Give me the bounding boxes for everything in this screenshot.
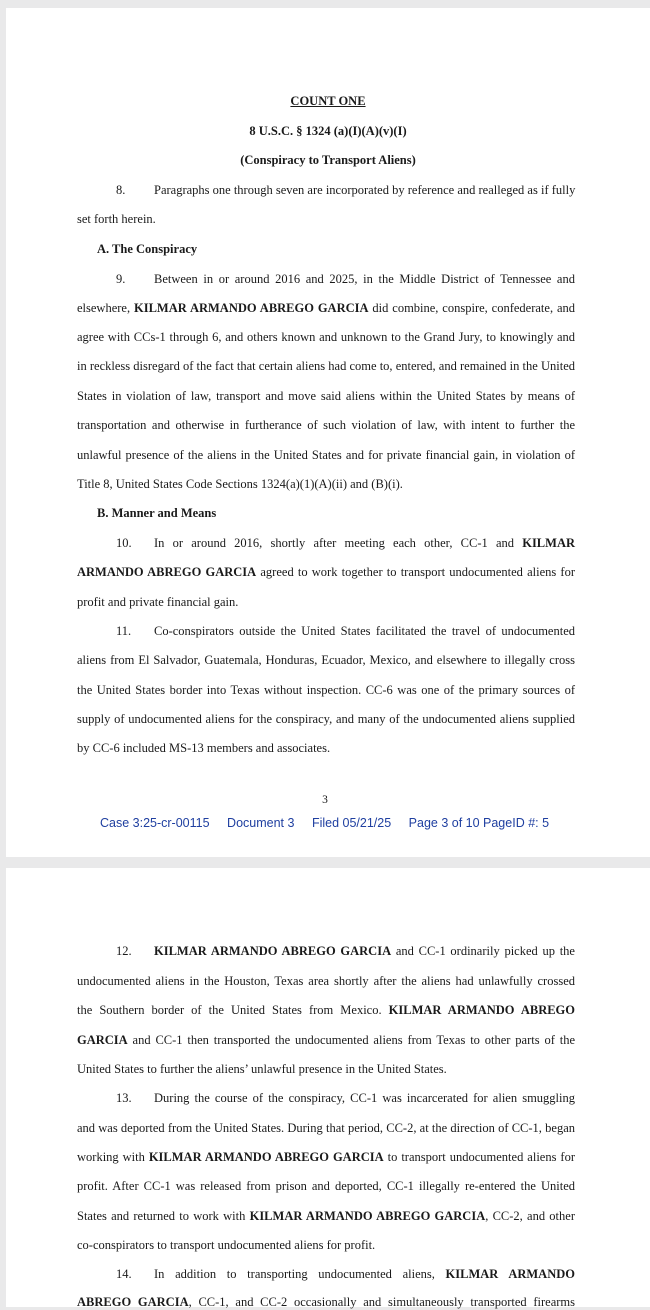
statute-citation: 8 U.S.C. § 1324 (a)(I)(A)(v)(I) <box>249 124 407 138</box>
paragraph-9-line-4: in reckless disregard of the fact that certain aliens had come to, entered, and remained in the United <box>77 359 575 373</box>
paragraph-13-line-4: profit. After CC-1 was released from prison and deported, CC-1 illegally re-entered the United <box>77 1179 575 1193</box>
paragraph-9-line-8: Title 8, United States Code Sections 1324(a)(1)(A)(ii) and (B)(i). <box>77 477 403 491</box>
paragraph-11-line-1: 11. Co-conspirators outside the United States facilitated the travel of undocumented <box>116 624 575 638</box>
paragraph-number: 13. <box>116 1091 132 1105</box>
paragraph-10-line-3: profit and private financial gain. <box>77 595 239 609</box>
paragraph-12-line-4: GARCIA and CC-1 then transported the undocumented aliens from Texas to other parts of the <box>77 1033 575 1047</box>
paragraph-9-line-2: elsewhere, KILMAR ARMANDO ABREGO GARCIA did combine, conspire, confederate, and <box>77 301 575 315</box>
paragraph-8-line-2: set forth herein. <box>77 212 156 226</box>
paragraph-12-line-2: undocumented aliens in the Houston, Texas area shortly after the aliens had unlawfully crossed <box>77 974 575 988</box>
charge-title: (Conspiracy to Transport Aliens) <box>240 153 416 167</box>
paragraph-9-line-3: agree with CCs-1 through 6, and others known and unknown to the Grand Jury, to knowingly and <box>77 330 575 344</box>
paragraph-13-line-5: States and returned to work with KILMAR ARMANDO ABREGO GARCIA, CC-2, and other <box>77 1209 575 1223</box>
paragraph-12-line-1: 12. KILMAR ARMANDO ABREGO GARCIA and CC-1 ordinarily picked up the <box>116 944 575 958</box>
paragraph-9-line-1: 9. Between in or around 2016 and 2025, in the Middle District of Tennessee and <box>116 272 575 286</box>
paragraph-13-line-1: 13. During the course of the conspiracy, CC-1 was incarcerated for alien smuggling <box>116 1091 575 1105</box>
paragraph-9-line-7: unlawful presence of the aliens in the United States and for private financial gain, in violation of <box>77 448 575 462</box>
defendant-name: KILMAR ARMANDO ABREGO GARCIA <box>154 944 392 958</box>
paragraph-number: 11. <box>116 624 132 638</box>
document-page-4 <box>6 868 650 1307</box>
paragraph-10-line-1: 10. In or around 2016, shortly after meeting each other, CC-1 and KILMAR <box>116 536 575 550</box>
paragraph-number: 12. <box>116 944 132 958</box>
paragraph-11-line-2: aliens from El Salvador, Guatemala, Honduras, Ecuador, Mexico, and elsewhere to illegally cross <box>77 653 575 667</box>
paragraph-11-line-3: the United States border into Texas without inspection. CC-6 was one of the primary sources of <box>77 683 575 697</box>
defendant-name: KILMAR ARMANDO ABREGO GARCIA <box>249 1209 486 1223</box>
paragraph-number: 9. <box>116 272 126 286</box>
paragraph-8-line-1: 8. Paragraphs one through seven are incorporated by reference and realleged as if fully <box>116 183 576 197</box>
defendant-name: ARMANDO ABREGO GARCIA <box>77 565 257 579</box>
paragraph-11-line-5: by CC-6 included MS-13 members and associates. <box>77 741 331 755</box>
paragraph-14-line-1: 14. In addition to transporting undocumented aliens, KILMAR ARMANDO <box>116 1267 575 1281</box>
paragraph-number: 10. <box>116 536 132 550</box>
paragraph-10-line-2: ARMANDO ABREGO GARCIA agreed to work together to transport undocumented aliens for <box>77 565 575 579</box>
section-b-heading: B. Manner and Means <box>97 506 217 520</box>
document-number: Document 3 <box>227 816 295 830</box>
paragraph-9-line-6: transportation and otherwise in furtherance of such violation of law, with intent to further the <box>77 418 575 432</box>
paragraph-13-line-6: co-conspirators to transport undocumented aliens for profit. <box>77 1238 376 1252</box>
page-id: Page 3 of 10 PageID #: 5 <box>408 816 550 830</box>
page-number: 3 <box>322 794 328 806</box>
case-footer <box>100 816 563 830</box>
defendant-name: ABREGO GARCIA <box>77 1295 189 1309</box>
paragraph-14-line-2: ABREGO GARCIA, CC-1, and CC-2 occasionally and simultaneously transported firearms <box>77 1295 576 1309</box>
section-a-heading: A. The Conspiracy <box>97 242 198 256</box>
paragraph-number: 14. <box>116 1267 132 1281</box>
paragraph-13-line-3: working with KILMAR ARMANDO ABREGO GARCIA to transport undocumented aliens for <box>77 1150 575 1164</box>
paragraph-number: 8. <box>116 183 126 197</box>
paragraph-9-line-5: States in violation of law, transport and move said aliens within the United States by means of <box>77 389 575 403</box>
count-title: COUNT ONE <box>290 94 366 108</box>
defendant-name: KILMAR ARMANDO ABREGO GARCIA <box>148 1150 384 1164</box>
paragraph-12-line-5: United States to further the aliens’ unlawful presence in the United States. <box>77 1062 447 1076</box>
paragraph-11-line-4: supply of undocumented aliens for the conspiracy, and many of the undocumented aliens supplied <box>77 712 575 726</box>
defendant-name: KILMAR ARMANDO ABREGO GARCIA <box>133 301 369 315</box>
paragraph-13-line-2: and was deported from the United States. During that period, CC-2, at the direction of CC-1, began <box>77 1121 575 1135</box>
case-number: Case 3:25-cr-00115 <box>100 816 210 830</box>
filed-date: Filed 05/21/25 <box>311 816 392 830</box>
paragraph-12-line-3: the Southern border of the United States from Mexico. KILMAR ARMANDO ABREGO <box>77 1003 576 1017</box>
document-page-3 <box>6 8 650 857</box>
